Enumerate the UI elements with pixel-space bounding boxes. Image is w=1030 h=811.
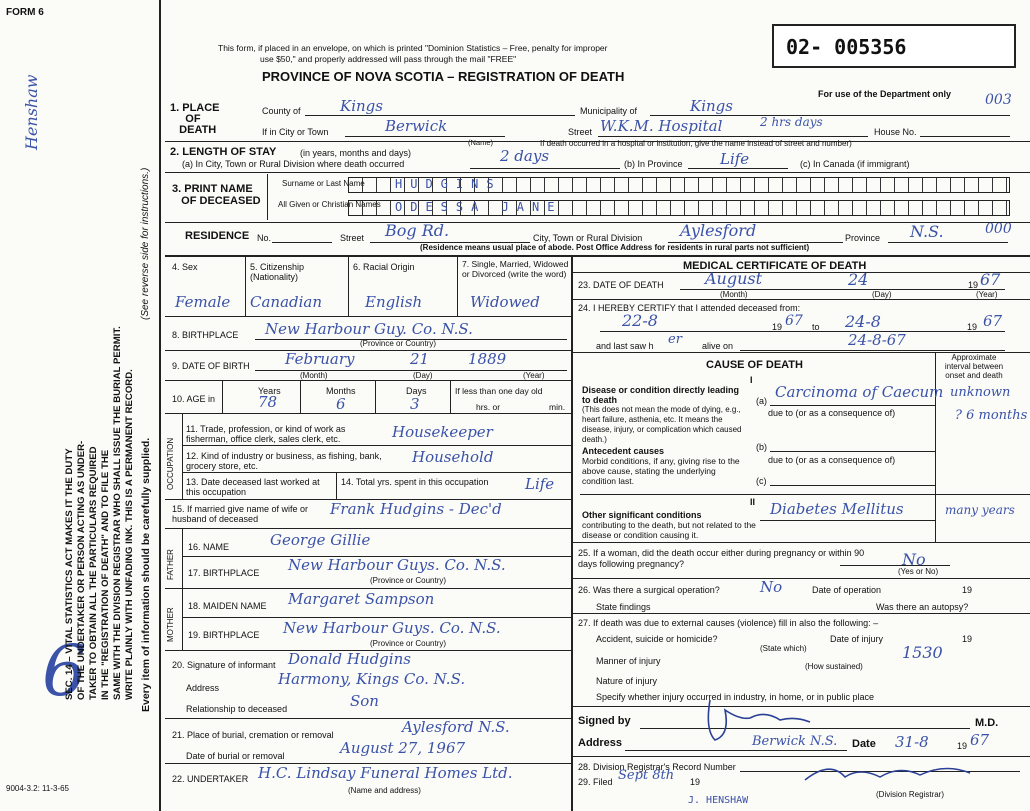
s18-label: 18. MAIDEN NAME <box>188 601 267 611</box>
s14-value: Life <box>525 475 555 493</box>
mother-side-label: MOTHER <box>166 607 175 642</box>
due-to-2: due to (or as a consequence of) <box>768 455 896 465</box>
attended-to: 24-8 <box>845 312 881 331</box>
age-days: 3 <box>410 395 420 413</box>
house-label: House No. <box>874 127 917 137</box>
s21-value: Aylesford N.S. <box>402 718 510 736</box>
s24-label: 24. I HEREBY CERTIFY that I attended deceased from: <box>578 303 801 313</box>
grid-cell <box>713 178 727 192</box>
part-one-label: I <box>750 375 753 385</box>
grid-cell <box>769 178 783 192</box>
grid-cell <box>909 201 923 215</box>
s8-label: 8. BIRTHPLACE <box>172 330 239 340</box>
death-month: August <box>705 269 763 288</box>
registration-number: 02- 005356 <box>786 35 907 59</box>
grid-cell <box>965 178 979 192</box>
under-day-label: If less than one day old <box>455 386 543 396</box>
attended-from-year: 67 <box>785 313 803 329</box>
s2-a-label: (a) In City, Town or Rural Division where death occurred <box>182 159 405 169</box>
s27-label: 27. If death was due to external causes (violence) fill in also the following: – <box>578 618 879 628</box>
s2-label: 2. LENGTH OF STAY <box>170 146 277 158</box>
name-sublabel: (Name) <box>468 138 494 147</box>
grid-cell <box>993 178 1007 192</box>
grid-cell <box>727 201 741 215</box>
s11-value: Housekeeper <box>392 423 493 441</box>
s9-label: 9. DATE OF BIRTH <box>172 361 250 371</box>
grid-cell <box>531 178 545 192</box>
s17-label: 17. BIRTHPLACE <box>188 568 260 578</box>
grid-cell <box>811 201 825 215</box>
s19-value: New Harbour Guys. Co. N.S. <box>283 619 501 637</box>
county-value: Kings <box>340 97 383 115</box>
grid-cell <box>615 178 629 192</box>
grid-cell <box>545 178 559 192</box>
grid-cell <box>783 178 797 192</box>
grid-cell <box>769 201 783 215</box>
side-note-reverse: (See reverse side for instructions.) <box>140 167 151 320</box>
alive-on-label: alive on <box>702 341 734 351</box>
grid-cell <box>657 201 671 215</box>
s12-value: Household <box>412 448 494 466</box>
department-code-1: 003 <box>985 92 1012 108</box>
s9-month: February <box>285 350 355 368</box>
grid-cell <box>601 201 615 215</box>
grid-cell <box>573 178 587 192</box>
side-instructions: SEC. 14 – VITAL STATISTICS ACT MAKES IT THE DUTY OF THE UNDERTAKER OR PERSON ACTING AS UNDER- TAKER TO OBTAIN ALL THE PARTICULARS REQUIRED IN THE "REGISTRATION OF DEATH" AND TO FILE THE SAME WITH THE DIVISION REGISTRAR WHO SHALL ISSUE THE BURIAL PERMIT. WRITE PLAINLY WITH UNFADING INK. THIS IS A PERMANENT RECORD. <box>64 326 135 700</box>
hrs-label: hrs. or <box>476 402 501 412</box>
surname-label: Surname or Last Name <box>282 179 365 188</box>
grid-cell <box>811 178 825 192</box>
institution-note: If death occurred in a hospital or institution, give the name instead of street and number) <box>540 139 852 148</box>
other-value: Diabetes Mellitus <box>770 500 904 518</box>
grid-cell <box>741 178 755 192</box>
s5-value: Canadian <box>250 293 323 311</box>
cause-b-label: (b) <box>756 442 767 452</box>
s9-day-sub: (Day) <box>413 371 433 380</box>
grid-cell <box>755 201 769 215</box>
occupation-side-label: OCCUPATION <box>166 437 175 490</box>
medical-header: MEDICAL CERTIFICATE OF DEATH <box>683 260 867 272</box>
print-code: 9004-3.2: 11-3-65 <box>6 784 70 793</box>
s11-label: 11. Trade, profession, or kind of work as fisherman, office clerk, sales clerk, etc. <box>186 424 346 444</box>
grid-cell <box>951 178 965 192</box>
grid-cell <box>881 178 895 192</box>
disease-label: Disease or condition directly leading to death <box>582 385 740 405</box>
s6-label: 6. Racial Origin <box>353 262 415 272</box>
grid-cell <box>503 178 517 192</box>
s22-label: 22. UNDERTAKER <box>172 774 249 784</box>
residence-province-label: Province <box>845 233 881 243</box>
grid-cell <box>727 178 741 192</box>
last-seen-value: er <box>668 332 682 347</box>
grid-cell <box>601 178 615 192</box>
s2-b-label: (b) In Province <box>624 159 683 169</box>
s20-value: Donald Hudgins <box>288 650 411 668</box>
cause-a-interval: unknown <box>950 385 1011 400</box>
attended-from-year-prefix: 19 <box>772 322 783 332</box>
grid-cell <box>699 201 713 215</box>
filed-date: Sept 8th <box>618 768 675 783</box>
doctor-year: 67 <box>970 731 990 749</box>
attended-from: 22-8 <box>622 311 658 330</box>
residence-city-label: City, Town or Rural Division <box>533 233 643 243</box>
grid-cell <box>657 178 671 192</box>
md-label: M.D. <box>975 717 999 729</box>
other-note: contributing to the death, but not related to the disease or condition causing it. <box>582 520 756 540</box>
due-to-1: due to (or as a consequence of) <box>768 408 896 418</box>
cause-c-label: (c) <box>756 476 767 486</box>
s2-b-value: Life <box>720 150 750 168</box>
s20-relationship-label: Relationship to deceased <box>186 704 288 714</box>
s21-date-value: August 27, 1967 <box>340 739 466 757</box>
registration-number-box <box>772 24 1016 68</box>
s8-value: New Harbour Guy. Co. N.S. <box>265 320 473 338</box>
s7-label: 7. Single, Married, Widowed or Divorced (write the word) <box>462 259 569 279</box>
grid-cell <box>587 201 601 215</box>
grid-cell <box>377 201 391 215</box>
grid-cell <box>783 201 797 215</box>
s4-value: Female <box>175 293 231 311</box>
residence-label: RESIDENCE <box>185 230 250 242</box>
s19-sub: (Province or Country) <box>370 639 447 648</box>
s9-month-sub: (Month) <box>300 371 328 380</box>
antecedent-label: Antecedent causes <box>582 446 665 456</box>
margin-mark: 6 <box>42 630 87 712</box>
yes-no-sub: (Yes or No) <box>898 567 939 576</box>
interval-header: Approximate interval between onset and death <box>944 353 1004 380</box>
grid-cell <box>517 178 531 192</box>
doctor-date: 31-8 <box>895 733 929 751</box>
grid-cell <box>363 201 377 215</box>
death-month-sub: (Month) <box>720 290 748 299</box>
grid-cell <box>741 201 755 215</box>
grid-cell <box>881 201 895 215</box>
grid-cell <box>587 178 601 192</box>
state-findings-label: State findings <box>596 602 651 612</box>
signed-label: Signed by <box>578 715 631 727</box>
s3-label: 3. PRINT NAME OF DECEASED <box>172 183 261 207</box>
s10-label: 10. AGE in <box>172 394 216 404</box>
s14-label: 14. Total yrs. spent in this occupation <box>341 477 489 487</box>
s20-address-value: Harmony, Kings Co. N.S. <box>278 670 466 688</box>
time-note: 2 hrs days <box>760 115 823 129</box>
s25-value: No <box>902 550 926 569</box>
grid-cell <box>965 201 979 215</box>
s16-label: 16. NAME <box>188 542 230 552</box>
s15-value: Frank Hudgins - Dec'd <box>330 500 502 518</box>
grid-cell <box>853 178 867 192</box>
s5-label: 5. Citizenship (Nationality) <box>250 262 305 282</box>
due-interval: ? 6 months <box>955 408 1028 423</box>
grid-cell <box>923 178 937 192</box>
s16-value: George Gillie <box>270 531 371 549</box>
last-seen-label: and last saw h <box>596 341 654 351</box>
given-label: All Given or Christian Names <box>278 200 381 209</box>
s26-label: 26. Was there a surgical operation? <box>578 585 720 595</box>
death-day: 24 <box>848 270 869 289</box>
s2-hint: (in years, months and days) <box>300 148 412 158</box>
s20-address-label: Address <box>186 683 220 693</box>
street-label: Street <box>568 127 593 137</box>
grid-cell <box>643 201 657 215</box>
grid-cell <box>629 178 643 192</box>
s4-label: 4. Sex <box>172 262 198 272</box>
death-year-sub: (Year) <box>976 290 998 299</box>
grid-cell <box>713 201 727 215</box>
specify-label: Specify whether injury occurred in industry, in home, or in public place <box>596 692 874 702</box>
grid-cell <box>797 178 811 192</box>
s22-value: H.C. Lindsay Funeral Homes Ltd. <box>258 764 513 782</box>
state-which-sub: (State which) <box>760 644 807 653</box>
age-years: 78 <box>258 393 278 411</box>
side-note-supply: Every item of information should be carefully supplied. <box>140 437 152 712</box>
other-interval: many years <box>945 503 1015 517</box>
grid-cell <box>755 178 769 192</box>
residence-street-value: Bog Rd. <box>385 221 450 240</box>
grid-cell <box>979 178 993 192</box>
min-label: min. <box>549 402 566 412</box>
s17-value: New Harbour Guys. Co. N.S. <box>288 556 506 574</box>
grid-cell <box>363 178 377 192</box>
s2-a-value: 2 days <box>500 147 550 165</box>
s21-date-label: Date of burial or removal <box>186 751 285 761</box>
city-label: If in City or Town <box>262 127 329 137</box>
s20-relationship-value: Son <box>350 692 379 710</box>
grid-cell <box>937 178 951 192</box>
years-label: Years <box>258 386 281 396</box>
given-value: ODESSA JANE <box>395 200 563 214</box>
autopsy-label: Was there an autopsy? <box>876 602 969 612</box>
doctor-address-label: Address <box>578 737 623 749</box>
residence-province-value: N.S. <box>910 222 944 241</box>
grid-cell <box>909 178 923 192</box>
s23-label: 23. DATE OF DEATH <box>578 280 664 290</box>
s22-sub: (Name and address) <box>348 786 421 795</box>
grid-cell <box>671 201 685 215</box>
antecedent-note: Morbid conditions, if any, giving rise to the above cause, stating the underlying condition last. <box>582 456 740 486</box>
part-two-label: II <box>750 497 756 507</box>
residence-street-label: Street <box>340 233 365 243</box>
death-year-prefix: 19 <box>968 280 979 290</box>
city-value: Berwick <box>385 117 448 135</box>
injury-date-label: Date of injury <box>830 634 884 644</box>
alive-date: 24-8-67 <box>848 331 906 349</box>
grid-cell <box>923 201 937 215</box>
s29-label: 29. Filed <box>578 777 613 787</box>
s15-label: 15. If married give name of wife or husband of deceased <box>172 504 309 524</box>
department-code-2: 000 <box>985 221 1012 237</box>
grid-cell <box>615 201 629 215</box>
grid-cell <box>951 201 965 215</box>
form-label: FORM 6 <box>6 7 44 18</box>
municipality-label: Municipality of <box>580 106 638 116</box>
grid-cell <box>685 178 699 192</box>
father-side-label: FATHER <box>166 549 175 580</box>
cause-header: CAUSE OF DEATH <box>706 359 803 371</box>
grid-cell <box>377 178 391 192</box>
grid-cell <box>643 178 657 192</box>
grid-cell <box>895 178 909 192</box>
s6-value: English <box>365 293 423 311</box>
days-label: Days <box>406 386 427 396</box>
accident-label: Accident, suicide or homicide? <box>596 634 718 644</box>
s13-label: 13. Date deceased last worked at this occupation <box>186 477 320 497</box>
s19-label: 19. BIRTHPLACE <box>188 630 260 640</box>
attended-to-year-prefix: 19 <box>967 322 978 332</box>
manner-label: Manner of injury <box>596 656 661 666</box>
residence-city-value: Aylesford <box>680 221 757 240</box>
doctor-year-prefix: 19 <box>957 741 968 751</box>
s12-label: 12. Kind of industry or business, as fishing, bank, grocery store, etc. <box>186 451 382 471</box>
s21-label: 21. Place of burial, cremation or removal <box>172 730 334 740</box>
filed-year-prefix: 19 <box>690 777 701 787</box>
margin-rule <box>159 0 161 811</box>
grid-cell <box>839 201 853 215</box>
municipality-value: Kings <box>690 97 733 115</box>
margin-handwriting: Henshaw <box>22 74 41 150</box>
department-use-label: For use of the Department only <box>818 89 952 99</box>
grid-cell <box>797 201 811 215</box>
grid-cell <box>573 201 587 215</box>
grid-cell <box>839 178 853 192</box>
age-months: 6 <box>336 395 346 413</box>
s20-label: 20. Signature of informant <box>172 660 276 670</box>
grid-cell <box>685 201 699 215</box>
grid-cell <box>349 201 363 215</box>
cause-a-value: Carcinoma of Caecum <box>775 383 944 401</box>
registrar-sub: (Division Registrar) <box>876 790 945 799</box>
how-sustained-sub: (How sustained) <box>805 662 863 671</box>
death-year: 67 <box>980 270 1001 289</box>
grid-cell <box>979 201 993 215</box>
form-title: PROVINCE OF NOVA SCOTIA – REGISTRATION OF DEATH <box>262 69 625 84</box>
s17-sub: (Province or Country) <box>370 576 447 585</box>
s9-year: 1889 <box>468 350 507 368</box>
s8-sub: (Province or Country) <box>360 339 437 348</box>
operation-date-label: Date of operation <box>812 585 882 595</box>
s9-year-sub: (Year) <box>523 371 545 380</box>
residence-note: (Residence means usual place of abode. Post Office Address for residents in rural parts not sufficient) <box>420 243 810 252</box>
grid-cell <box>867 178 881 192</box>
residence-no-label: No. <box>257 233 272 243</box>
s28-label: 28. Division Registrar's Record Number <box>578 762 736 772</box>
doctor-address: Berwick N.S. <box>752 734 838 749</box>
notice-line-1: This form, if placed in an envelope, on which is printed "Dominion Statistics – Free, penalty for improper <box>218 43 608 53</box>
s2-c-label: (c) In Canada (if immigrant) <box>800 159 910 169</box>
s26-value: No <box>760 578 783 596</box>
grid-cell <box>993 201 1007 215</box>
s1-label: 1. PLACE OF DEATH <box>170 102 220 136</box>
s9-day: 21 <box>410 350 430 368</box>
grid-cell <box>825 201 839 215</box>
grid-cell <box>937 201 951 215</box>
clerk-stamp: J. HENSHAW <box>688 795 749 806</box>
registrar-signature <box>800 755 990 790</box>
doctor-date-label: Date <box>852 738 876 750</box>
other-label: Other significant conditions <box>582 510 702 520</box>
surname-value: HUDGINS <box>395 177 502 191</box>
death-day-sub: (Day) <box>872 290 892 299</box>
s25-label: 25. If a woman, did the death occur either during pregnancy or within 90 days following pregnancy? <box>578 548 865 569</box>
grid-cell <box>867 201 881 215</box>
cause-a-label: (a) <box>756 396 767 406</box>
street-value: W.K.M. Hospital <box>600 117 723 135</box>
months-label: Months <box>326 386 356 396</box>
s18-value: Margaret Sampson <box>288 590 435 608</box>
attended-to-year: 67 <box>983 312 1003 330</box>
disease-note: (This does not mean the mode of dying, e.g., heart failure, asthenia, etc. It means the disease, injury, or complication which caused death.) <box>582 405 742 444</box>
county-label: County of <box>262 106 301 116</box>
grid-cell <box>349 178 363 192</box>
grid-cell <box>671 178 685 192</box>
grid-cell <box>699 178 713 192</box>
grid-cell <box>895 201 909 215</box>
grid-cell <box>853 201 867 215</box>
operation-year-prefix: 19 <box>962 585 973 595</box>
stamp-number: 1530 <box>902 643 943 662</box>
grid-cell <box>825 178 839 192</box>
nature-label: Nature of injury <box>596 676 658 686</box>
injury-year-prefix: 19 <box>962 634 973 644</box>
s7-value: Widowed <box>470 293 540 311</box>
grid-cell <box>629 201 643 215</box>
grid-cell <box>559 178 573 192</box>
to-label: to <box>812 322 820 332</box>
notice-line-2: use $50," and properly addressed will pass through the mail "FREE" <box>260 54 517 64</box>
